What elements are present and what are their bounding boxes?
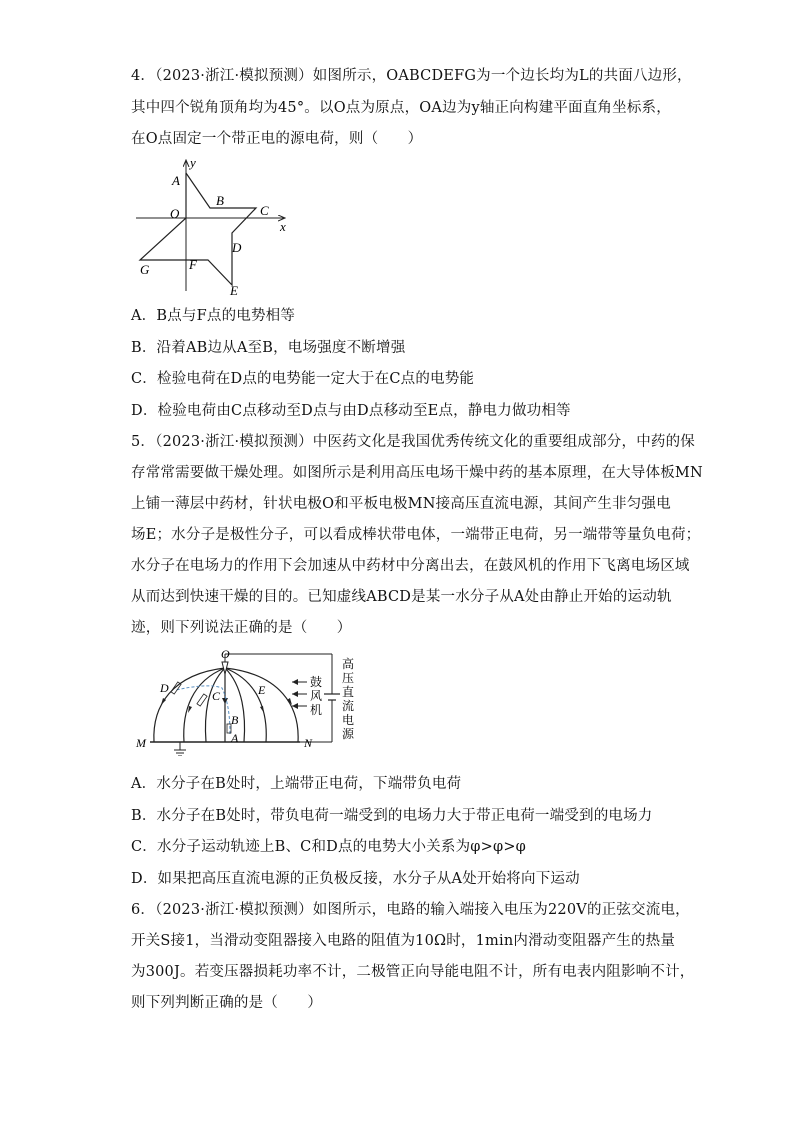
q4-option-a[interactable]: A．B点与F点的电势相等 <box>131 308 296 324</box>
q4-option-c[interactable]: C．检验电荷在D点的电势能一定大于在C点的电势能 <box>131 371 475 387</box>
field-line <box>205 668 225 742</box>
label-B: B <box>216 193 224 208</box>
q5-option-c[interactable]: C．水分子运动轨迹上B、C和D点的电势大小关系为φ>φ>φ <box>131 839 527 855</box>
q4-option-b[interactable]: B．沿着AB边从A至B，电场强度不断增强 <box>131 340 406 356</box>
q6-stem-line-3: 为300J。若变压器损耗功率不计，二极管正向导能电阻不计，所有电表内阻影响不计， <box>131 964 695 980</box>
q5-option-a[interactable]: A．水分子在B处时，上端带正电荷，下端带负电荷 <box>131 776 462 792</box>
source-label-1: 高 <box>342 657 355 671</box>
source-label-4: 流 <box>342 699 355 713</box>
label-C: C <box>212 689 221 703</box>
label-A: A <box>172 173 180 188</box>
q6-stem-line-1: 6．（2023·浙江·模拟预测）如图所示，电路的输入端接入电压为220V的正弦交流电， <box>131 902 690 918</box>
q5-electric-field-figure <box>132 646 362 756</box>
octagon-outline <box>140 173 256 285</box>
fan-label-1: 鼓 <box>310 675 323 689</box>
source-label-5: 电 <box>342 713 355 727</box>
q6-stem-line-4: 则下列判断正确的是（ ） <box>131 995 323 1011</box>
source-label-3: 直 <box>342 685 355 699</box>
field-line <box>184 668 225 742</box>
label-O: O <box>221 647 230 661</box>
label-x: x <box>280 219 286 234</box>
q6-stem-line-2: 开关S接1，当滑动变阻器接入电路的阻值为10Ω时，1min内滑动变阻器产生的热量 <box>131 933 676 949</box>
q4-stem-line-1: 4．（2023·浙江·模拟预测）如图所示，OABCDEFG为一个边长均为L的共面八边形， <box>131 68 692 84</box>
water-molecule <box>197 694 207 706</box>
label-A: A <box>231 731 239 745</box>
label-O: O <box>170 206 180 221</box>
q5-stem-line-3: 上铺一薄层中药材，针状电极O和平板电极MN接高压直流电源，其间产生非匀强电 <box>131 496 671 512</box>
q5-stem-line-4: 场E；水分子是极性分子，可以看成棒状带电体，一端带正电荷，另一端带等量负电荷； <box>131 527 701 543</box>
label-E: E <box>230 283 238 297</box>
q5-option-d[interactable]: D．如果把高压直流电源的正负极反接，水分子从A处开始将向下运动 <box>131 871 580 887</box>
label-D: D <box>160 681 169 695</box>
label-y: y <box>190 155 196 170</box>
q5-stem-line-1: 5．（2023·浙江·模拟预测）中医药文化是我国优秀传统文化的重要组成部分，中药的保 <box>131 434 695 450</box>
q4-option-d[interactable]: D．检验电荷由C点移动至D点与由D点移动至E点，静电力做功相等 <box>131 403 571 419</box>
source-label-2: 压 <box>342 671 355 685</box>
label-C: C <box>260 203 269 218</box>
q4-stem-line-2: 其中四个锐角顶角均为45°。以O点为原点，OA边为y轴正向构建平面直角坐标系， <box>131 100 671 116</box>
q5-stem-line-7: 迹，则下列说法正确的是（ ） <box>131 620 352 636</box>
source-label-6: 源 <box>342 727 355 741</box>
label-D: D <box>232 240 242 255</box>
field-line <box>154 668 225 742</box>
label-B: B <box>231 713 239 727</box>
fan-label-3: 机 <box>310 703 323 717</box>
label-N: N <box>304 736 313 750</box>
fan-label-2: 风 <box>310 689 323 703</box>
q5-option-b[interactable]: B．水分子在B处时，带负电荷一端受到的电场力大于带正电荷一端受到的电场力 <box>131 808 653 824</box>
q5-stem-line-6: 从而达到快速干燥的目的。已知虚线ABCD是某一水分子从A处由静止开始的运动轨 <box>131 589 672 605</box>
q5-stem-line-2: 存常常需要做干燥处理。如图所示是利用高压电场干燥中药的基本原理，在大导体板MN <box>131 465 703 481</box>
q5-stem-line-5: 水分子在电场力的作用下会加速从中药材中分离出去，在鼓风机的作用下飞离电场区域 <box>131 558 690 574</box>
label-M: M <box>136 736 146 750</box>
label-G: G <box>140 262 150 277</box>
q4-octagon-figure <box>130 155 295 297</box>
label-E: E <box>258 683 266 697</box>
q4-stem-line-3: 在O点固定一个带正电的源电荷，则（ ） <box>131 131 423 147</box>
label-F: F <box>189 257 197 272</box>
